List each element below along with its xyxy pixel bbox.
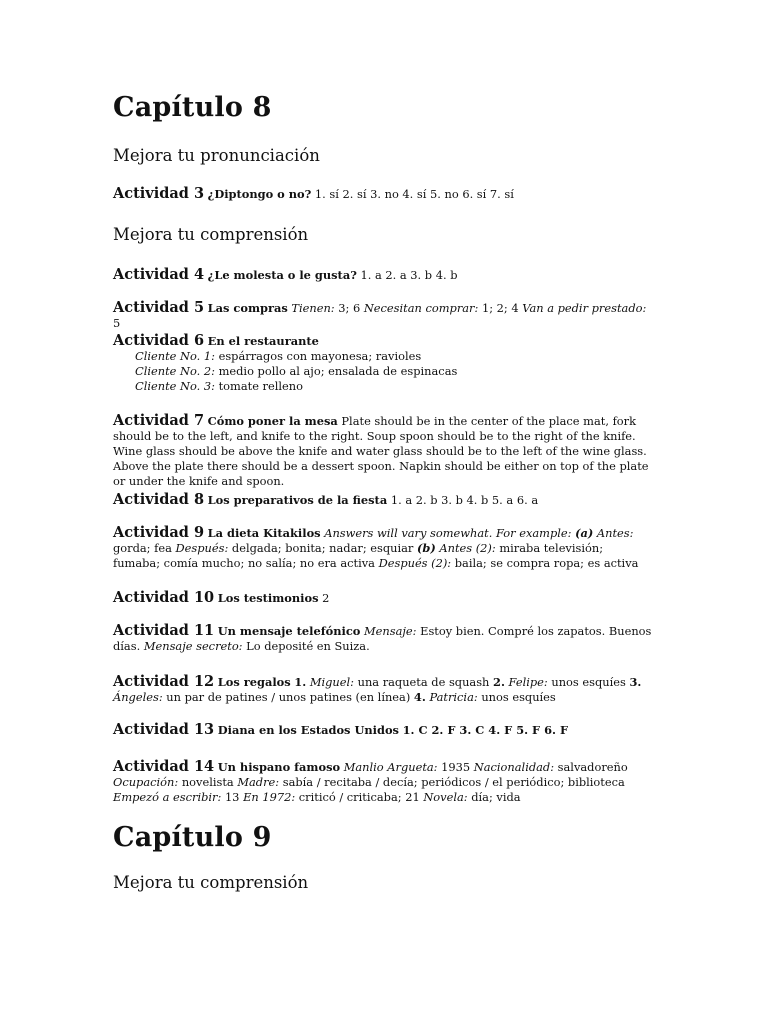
activity-title: Los preparativos de la fiesta [207, 493, 388, 507]
actividad-3 [113, 186, 653, 202]
cliente-3-line [113, 379, 653, 394]
actividad-4 [113, 267, 653, 283]
answer-value: novelista [181, 775, 234, 789]
answer-key: Felipe: [508, 675, 548, 689]
answer-value: tomate relleno [218, 379, 303, 393]
answer-value: Estoy bien. Compré los zapatos. Buenos días. [113, 624, 652, 653]
answer-value: gorda; fea [113, 541, 172, 555]
item-number: 4. [413, 690, 426, 704]
activity-answers: 1. a 2. b 3. b 4. b 5. a 6. a [390, 493, 539, 507]
activity-title: Los testimonios [217, 591, 319, 605]
activity-title: ¿Diptongo o no? [207, 187, 312, 201]
activity-intro: Answers will vary somewhat. For example: [324, 526, 572, 540]
activity-label: Actividad 7 [113, 412, 205, 429]
answer-key: Tienen: [291, 301, 335, 315]
chapter-9-comprension-heading: Mejora tu comprensión [113, 873, 309, 892]
answer-value: medio pollo al ajo; ensalada de espinacas [218, 364, 458, 378]
activity-label: Actividad 14 [113, 758, 215, 775]
item-number: 2. [493, 675, 505, 689]
answer-value: una raqueta de squash [357, 675, 490, 689]
actividad-14 [113, 759, 653, 805]
cliente-1-line [113, 349, 653, 364]
actividad-8 [113, 492, 653, 508]
answer-key: Empezó a escribir: [113, 790, 222, 804]
activity-label: Actividad 11 [113, 622, 215, 639]
activity-title: Los regalos [217, 675, 291, 689]
answer-key: Van a pedir prestado: [522, 301, 647, 315]
actividad-13 [113, 722, 653, 738]
answer-key: Ocupación: [113, 775, 179, 789]
answer-key: Antes (2): [439, 541, 496, 555]
answer-value: baila; se compra ropa; es activa [454, 556, 639, 570]
activity-title: Cómo poner la mesa [207, 414, 338, 428]
cliente-2-line [113, 364, 653, 379]
activity-answers: 1. sí 2. sí 3. no 4. sí 5. no 6. sí 7. sí [314, 187, 514, 201]
answer-value: 13 [224, 790, 240, 804]
activity-label: Actividad 8 [113, 491, 205, 508]
answer-key: Cliente No. 2: [135, 364, 215, 378]
activity-answers: 2 [322, 591, 330, 605]
answer-value: unos esquíes [551, 675, 626, 689]
activity-label: Actividad 5 [113, 299, 205, 316]
answer-value: salvadoreño [557, 760, 628, 774]
item-number: 3. [629, 675, 642, 689]
activity-answers: 1. a 2. a 3. b 4. b [360, 268, 458, 282]
actividad-12 [113, 674, 653, 705]
answer-value: 5 [113, 316, 121, 330]
answer-key: Novela: [423, 790, 468, 804]
actividad-7 [113, 413, 653, 489]
activity-label: Actividad 4 [113, 266, 205, 283]
activity-label: Actividad 3 [113, 185, 205, 202]
answer-key: Manlio Argueta: [343, 760, 438, 774]
actividad-6 [113, 333, 653, 394]
chapter-9-title: Capítulo 9 [113, 822, 272, 853]
actividad-11 [113, 623, 653, 654]
activity-title: Diana en los Estados Unidos [217, 723, 399, 737]
answer-key: Miguel: [309, 675, 354, 689]
activity-title: ¿Le molesta o le gusta? [207, 268, 357, 282]
chapter-8-title: Capítulo 8 [113, 92, 272, 123]
answer-value: miraba televisión; fumaba; comía mucho; no salía; no era activa [113, 541, 604, 570]
activity-label: Actividad 10 [113, 589, 215, 606]
answer-value: Lo deposité en Suiza. [246, 639, 370, 653]
part-marker: (b) [417, 541, 436, 555]
activity-label: Actividad 9 [113, 524, 205, 541]
answer-value: delgada; bonita; nadar; esquiar [231, 541, 414, 555]
activity-title: Un mensaje telefónico [217, 624, 361, 638]
activity-label: Actividad 13 [113, 721, 215, 738]
activity-title: Un hispano famoso [217, 760, 341, 774]
activity-title: La dieta Kitakilos [207, 526, 321, 540]
section-pronunciacion-heading: Mejora tu pronunciación [113, 146, 320, 165]
answer-key: Madre: [237, 775, 280, 789]
activity-text: Plate should be in the center of the place mat, fork should be to the left, and knife to the right. Soup spoon should be to the right of the knife. Wine glass should be above the knife and water glass should be to the left of the wine glass. Above the plate there should be a dessert spoon. Napkin should be either on top of the plate or under the knife and spoon. [113, 414, 649, 488]
answer-key: Mensaje secreto: [143, 639, 243, 653]
answer-value: espárragos con mayonesa; ravioles [218, 349, 422, 363]
section-comprension-heading: Mejora tu comprensión [113, 225, 309, 244]
answer-value: 1935 [441, 760, 471, 774]
answer-value: unos esquíes [481, 690, 556, 704]
answer-value: 3; 6 [338, 301, 361, 315]
answer-key: Después: [175, 541, 229, 555]
answer-value: 1; 2; 4 [481, 301, 519, 315]
activity-answers: 1. C 2. F 3. C 4. F 5. F 6. F [402, 723, 569, 737]
activity-title: En el restaurante [207, 334, 319, 348]
answer-key: Antes: [596, 526, 634, 540]
answer-value: sabía / recitaba / decía; periódicos / el periódico; biblioteca [282, 775, 625, 789]
answer-key: Nacionalidad: [473, 760, 555, 774]
actividad-10 [113, 590, 653, 606]
answer-value: criticó / criticaba; 21 [298, 790, 420, 804]
answer-value: día; vida [471, 790, 521, 804]
activity-label: Actividad 12 [113, 673, 215, 690]
answer-key: Necesitan comprar: [363, 301, 479, 315]
activity-title: Las compras [207, 301, 288, 315]
answer-value: un par de patines / unos patines (en línea) [166, 690, 411, 704]
part-marker: (a) [575, 526, 594, 540]
answer-key: Después (2): [378, 556, 452, 570]
answer-key: Cliente No. 1: [135, 349, 215, 363]
answer-key: Patricia: [429, 690, 478, 704]
answer-key: Cliente No. 3: [135, 379, 215, 393]
answer-key: En 1972: [243, 790, 296, 804]
actividad-5 [113, 300, 653, 331]
activity-label: Actividad 6 [113, 332, 205, 349]
answer-key: Ángeles: [113, 690, 163, 704]
answer-key: Mensaje: [364, 624, 417, 638]
item-number: 1. [294, 675, 307, 689]
actividad-9 [113, 525, 653, 571]
